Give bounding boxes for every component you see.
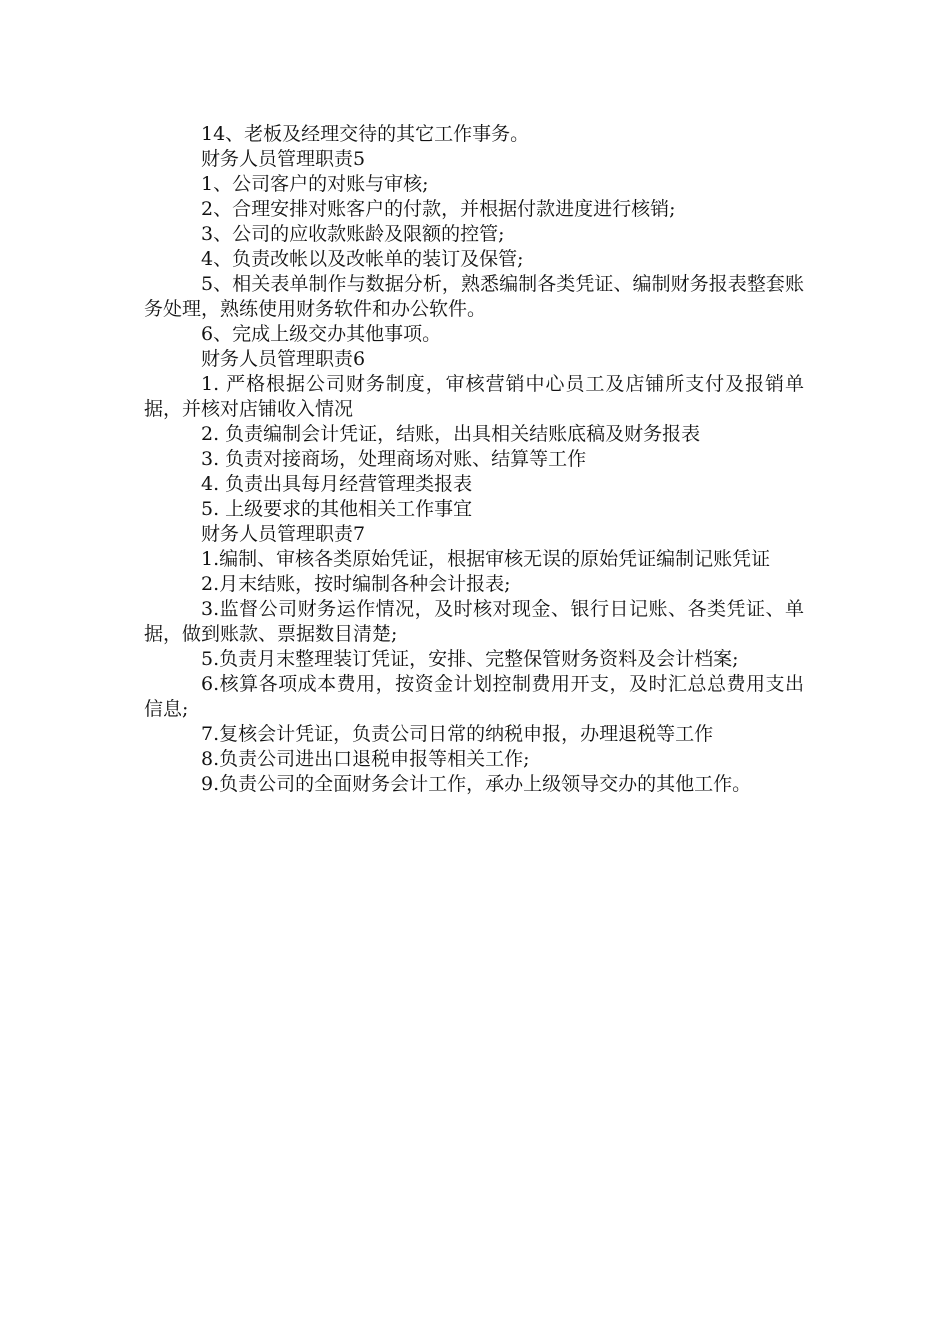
paragraph-item-14: 14、老板及经理交待的其它工作事务。 — [201, 123, 530, 145]
section-heading-5: 财务人员管理职责5 — [201, 148, 366, 170]
paragraph-item: 2.月末结账，按时编制各种会计报表; — [201, 573, 511, 595]
paragraph-item: 1、公司客户的对账与审核; — [201, 173, 429, 195]
paragraph-item: 4. 负责出具每月经营管理类报表 — [201, 473, 473, 495]
paragraph-item: 2、合理安排对账客户的付款，并根据付款进度进行核销; — [201, 198, 676, 220]
paragraph-item: 1.编制、审核各类原始凭证，根据审核无误的原始凭证编制记账凭证 — [201, 548, 771, 570]
section-heading-7: 财务人员管理职责7 — [201, 523, 366, 545]
document-body — [144, 122, 804, 797]
paragraph-item: 9.负责公司的全面财务会计工作，承办上级领导交办的其他工作。 — [201, 773, 752, 795]
paragraph-item: 5.负责月末整理装订凭证，安排、完整保管财务资料及会计档案; — [201, 648, 739, 670]
paragraph-item: 6、完成上级交办其他事项。 — [201, 323, 442, 345]
paragraph-item: 3. 负责对接商场，处理商场对账、结算等工作 — [201, 448, 587, 470]
paragraph-item: 7.复核会计凭证，负责公司日常的纳税申报，办理退税等工作 — [201, 723, 714, 745]
paragraph-item: 3.监督公司财务运作情况，及时核对现金、银行日记账、各类凭证、单据，做到账款、票据数目清楚; — [144, 598, 804, 645]
section-heading-6: 财务人员管理职责6 — [201, 348, 366, 370]
paragraph-item: 8.负责公司进出口退税申报等相关工作; — [201, 748, 530, 770]
paragraph-item: 1. 严格根据公司财务制度，审核营销中心员工及店铺所支付及报销单据，并核对店铺收入情况 — [144, 373, 804, 420]
paragraph-item: 6.核算各项成本费用，按资金计划控制费用开支，及时汇总总费用支出信息; — [144, 673, 804, 720]
paragraph-item: 5. 上级要求的其他相关工作事宜 — [201, 498, 473, 520]
paragraph-item: 2. 负责编制会计凭证，结账，出具相关结账底稿及财务报表 — [201, 423, 701, 445]
paragraph-item: 5、相关表单制作与数据分析，熟悉编制各类凭证、编制财务报表整套账务处理，熟练使用财务软件和办公软件。 — [144, 273, 804, 320]
paragraph-item: 4、负责改帐以及改帐单的装订及保管; — [201, 248, 524, 270]
paragraph-item: 3、公司的应收款账龄及限额的控管; — [201, 223, 505, 245]
